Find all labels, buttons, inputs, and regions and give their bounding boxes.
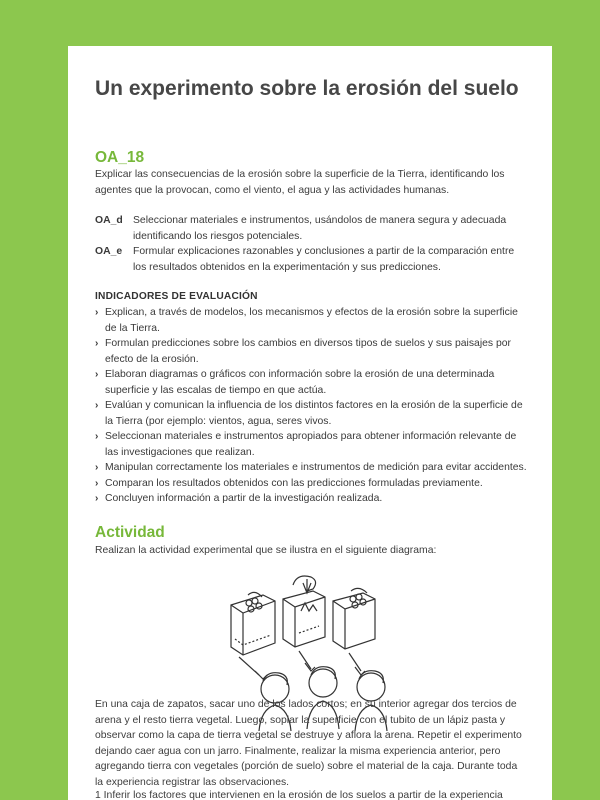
list-item: › Comparan los resultados obtenidos con las predicciones formuladas previamente. [95,476,527,492]
list-item: › Concluyen información a partir de la investigación realizada. [95,491,527,507]
shoe-box-1 [231,592,275,655]
chevron-right-icon: › [95,477,99,489]
activity-question: 1 Inferir los factores que intervienen en la erosión de los suelos a partir de la experiencia [95,790,503,800]
page-title: Un experimento sobre la erosión del suelo [95,77,519,100]
list-item: › Seleccionan materiales e instrumentos apropiados para obtener información relevante de las investigaciones que realizan. [95,431,517,458]
list-item: › Formulan predicciones sobre los cambios en diversos tipos de suelos y sus paisajes por efecto de la erosión. [95,338,512,365]
activity-description: En una caja de zapatos, sacar uno de los lados cortos; en su interior agregar dos tercios de arena y el resto tierra vegetal. Luego, soplar la superficie con el tubito de un lápiz pasta y observar como la capa de tierra vegetal se destruye y aflora la arena. Repetir el experimento dejando caer agua con un jarro. Finalmente, realizar la misma experiencia anterior, pero agregando tierra con vegetales (porción de suelo) sobre el material de la caja. Durante toda la experiencia registrar las observaciones. [95,699,522,788]
chevron-right-icon: › [95,338,99,349]
chevron-right-icon: › [95,400,99,411]
chevron-right-icon: › [95,369,99,380]
chevron-right-icon: › [95,462,99,473]
list-item: › Manipulan correctamente los materiales e instrumentos de medición para evitar accidentes. [95,460,527,476]
activity-heading: Actividad [95,524,165,541]
chevron-right-icon: › [95,307,99,318]
skill-code: OA_d [95,215,123,226]
objective-text: Explicar las consecuencias de la erosión sobre la superficie de la Tierra, identificando los agentes que la provocan, como el viento, el agua y las actividades humanas. [95,169,505,196]
skill-text: Formular explicaciones razonables y conclusiones a partir de la comparación entre los resultados obtenidos en la experimentación y sus predicciones. [133,246,515,273]
activity-intro: Realizan la actividad experimental que se ilustra en el siguiente diagrama: [95,545,437,556]
shoe-box-2 [283,576,325,647]
list-item: › Evalúan y comunican la influencia de los distintos factores en la erosión de la superficie de la Tierra (por ejemplo: vientos, agua, seres vivos. [95,400,523,427]
list-item: › Elaboran diagramas o gráficos con información sobre la erosión de una determinada superficie y las escalas de tiempo en que actúa. [95,369,495,396]
document-page [68,46,552,800]
skill-code: OA_e [95,246,123,257]
objective-code: OA_18 [95,149,145,166]
indicators-list [95,305,527,507]
chevron-right-icon: › [95,493,99,504]
list-item: › Explican, a través de modelos, los mecanismos y efectos de la erosión sobre la superficie de la Tierra. [95,307,518,334]
shoe-box-3 [333,588,375,649]
chevron-right-icon: › [95,431,99,442]
indicators-heading: INDICADORES DE EVALUACIÓN [95,291,258,302]
skill-text: Seleccionar materiales e instrumentos, usándolos de manera segura y adecuada identificando los riesgos potenciales. [133,215,507,242]
